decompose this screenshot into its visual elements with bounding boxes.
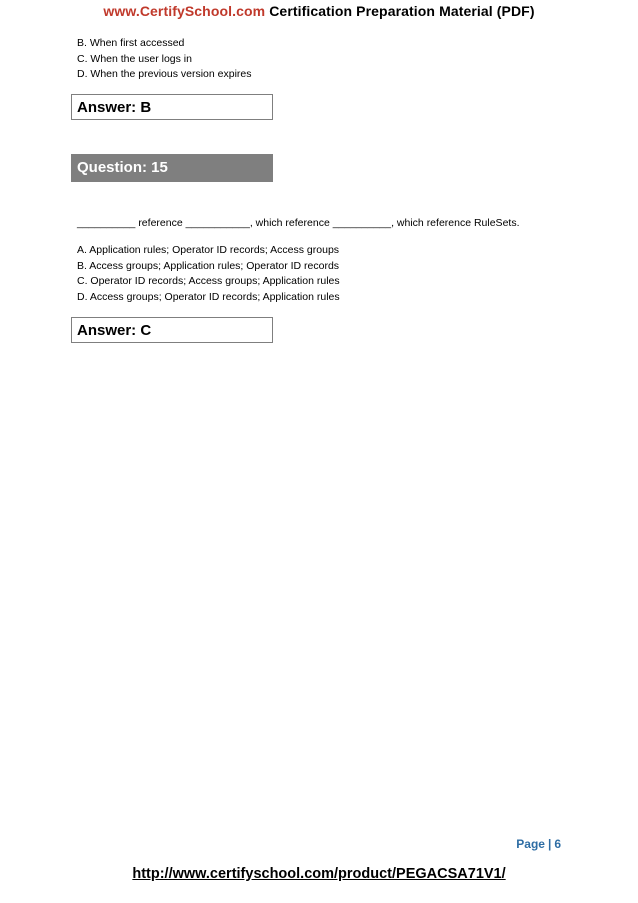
question-stem: __________ reference ___________, which reference __________, which reference RuleSets. (77, 217, 520, 229)
option-b: B. Access groups; Application rules; Operator ID records (77, 259, 340, 272)
header-title: Certification Preparation Material (PDF) (269, 3, 535, 19)
page-number-value: 6 (554, 837, 561, 851)
footer-link[interactable]: http://www.certifyschool.com/product/PEGACSA71V1/ (132, 866, 506, 882)
header-site-link[interactable]: www.CertifySchool.com (103, 3, 266, 19)
page-separator: | (547, 837, 552, 851)
page-header (0, 3, 638, 19)
option-d: D. When the previous version expires (77, 68, 252, 80)
option-d: D. Access groups; Operator ID records; Application rules (77, 290, 340, 303)
page-label: Page (516, 837, 545, 851)
answer-box-previous: Answer: B (71, 94, 273, 120)
option-c: C. Operator ID records; Access groups; Application rules (77, 275, 340, 287)
page-number (516, 837, 561, 851)
previous-question-options (77, 36, 252, 83)
question-options (77, 243, 340, 305)
option-a: A. Application rules; Operator ID records; Access groups (77, 244, 340, 256)
option-b: B. When first accessed (77, 37, 185, 49)
answer-box: Answer: C (71, 317, 273, 343)
question-heading: Question: 15 (71, 154, 273, 182)
option-c: C. When the user logs in (77, 52, 192, 65)
